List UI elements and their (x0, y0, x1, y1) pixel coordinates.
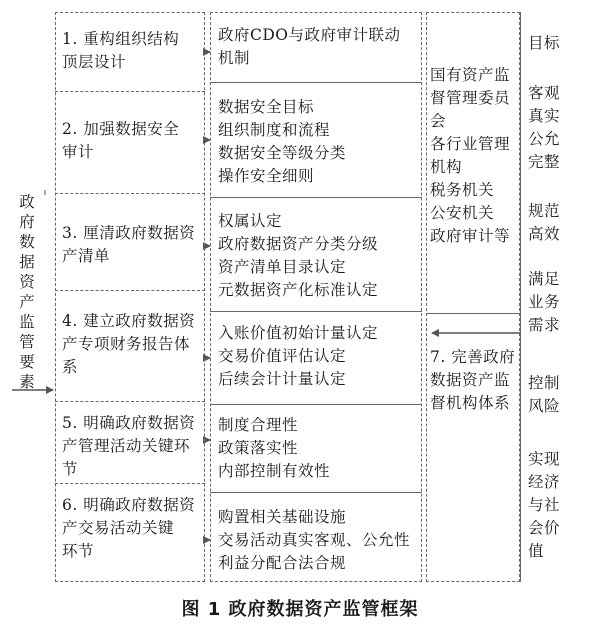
detail-divider (210, 197, 422, 198)
goal-business: 满足 业务 需求 (528, 270, 561, 334)
detail-3: 权属认定 政府数据资产分类分级 资产清单目录认定 元数据资产化标准认定 (218, 212, 379, 299)
element-6: 6. 明确政府数据资 产交易活动关键 环节 (62, 496, 196, 560)
element-3: 3. 厘清政府数据资 产清单 (62, 224, 196, 265)
goals-column-border (520, 12, 521, 582)
element-1: 1. 重构组织结构 顶层设计 (62, 30, 180, 71)
element-4: 4. 建立政府数据资 产专项财务报告体 系 (62, 312, 196, 376)
supervision-subjects: 国有资产监 督管理委员 会 各行业管理 机构 税务机关 公安机关 政府审计等 (430, 66, 511, 245)
element-divider (55, 401, 205, 402)
detail-divider (210, 311, 422, 312)
goal-standard: 规范 高效 (528, 202, 561, 243)
element-divider (55, 193, 205, 194)
element-divider (55, 91, 205, 92)
goal-objective: 客观 真实 公允 完整 (528, 84, 561, 171)
figure-caption: 图 1 政府数据资产监管框架 (181, 599, 419, 620)
element-divider (55, 483, 205, 484)
detail-2: 数据安全目标 组织制度和流程 数据安全等级分类 操作安全细则 (218, 98, 347, 185)
goal-title: 目标 (528, 34, 561, 52)
detail-6: 购置相关基础设施 交易活动真实客观、公允性 利益分配合法合规 (218, 508, 411, 572)
detail-divider (210, 82, 422, 83)
detail-4: 入账价值初始计量认定 交易价值评估认定 后续会计计量认定 (218, 324, 379, 388)
element-2: 2. 加强数据安全 审计 (62, 120, 180, 161)
subjects-divider (426, 313, 520, 314)
goal-value: 实现 经济 与社 会价 值 (528, 450, 561, 560)
element-5: 5. 明确政府数据资 产管理活动关键环 节 (62, 414, 196, 478)
goal-risk: 控制 风险 (528, 374, 561, 415)
detail-divider (210, 404, 422, 405)
detail-divider (210, 492, 422, 493)
element-divider (55, 290, 205, 291)
detail-1: 政府CDO与政府审计联动 机制 (218, 26, 401, 67)
left-title: 政 府 数 据 资 产 监 管 要 素 (19, 193, 35, 391)
detail-5: 制度合理性 政策落实性 内部控制有效性 (218, 416, 331, 480)
system-item-7: 7. 完善政府 数据资产监 督机构体系 (430, 348, 516, 412)
